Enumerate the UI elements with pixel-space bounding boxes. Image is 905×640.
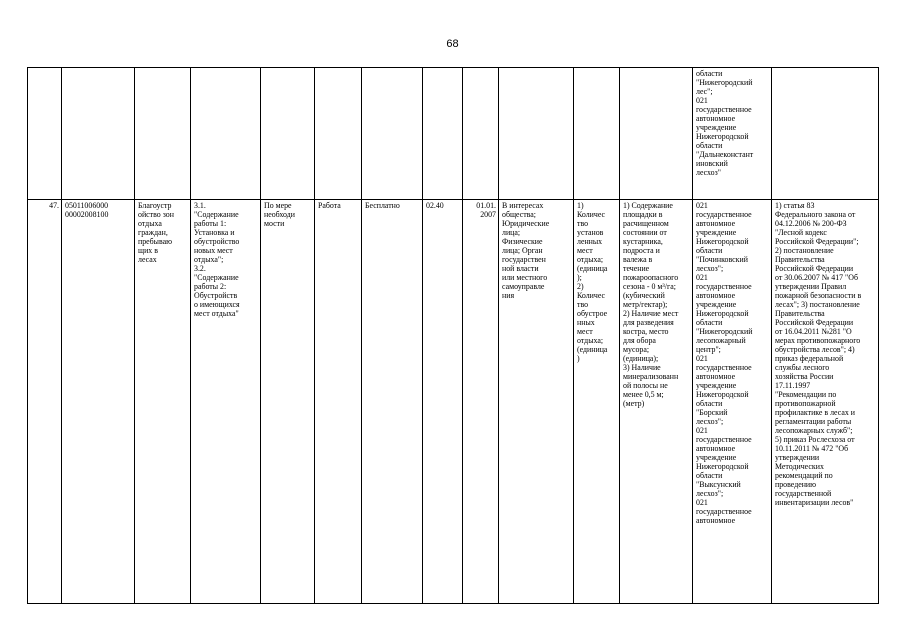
cell-empty [135,68,191,200]
cell-empty [191,68,261,200]
cell-empty [62,68,135,200]
registry-table [27,67,879,604]
cell-empty [362,68,423,200]
cell-empty [261,68,315,200]
okved-code: 02.40 [423,200,463,604]
cell-empty [463,68,499,200]
quality-indicators: 1) Содержание площадки в расчищенном состоянии от кустарника, подроста и валежа в течение пожароопасного сезона - 0 м³/га; (кубический метр/гектар); 2) Наличие мест для разведения костра, место для обора мусора; (единица); 3) Наличие минерализованн ой полосы не менее 0,5 м; (метр) [620,200,693,604]
providers-cell-continued: области "Нижегородский лес"; 021 государственное автономное учреждение Нижегородской области "Дальнеконстант иновский лесхоз" [693,68,772,200]
cell-empty [574,68,620,200]
table-row-continuation [28,68,879,200]
cell-empty [772,68,879,200]
consumers: В интересах общества; Юридические лица; Физические лица; Орган государствен ной власти или местного самоуправле ния [499,200,574,604]
legal-basis: 1) статья 83 Федерального закона от 04.12.2006 № 200-ФЗ "Лесной кодекс Российской Федерации"; 2) постановление Правительства Российской Федерации от 30.06.2007 № 417 "Об утверждении Правил пожарной безопасности в лесах"; 3) постановление Правительства Российской Федерации от 16.04.2011 №281 "О мерах противопожарного обустройства лесов"; 4) приказ федеральной службы лесного хозяйства России 17.11.1997 "Рекомендации по противопожарной профилактике в лесах и регламентации работы лесопожарных служб"; 5) приказ Рослесхоза от 10.11.2011 № 472 "Об утверждении Методических рекомендаций по проведению государственной инвентаризации лесов" [772,200,879,604]
cell-empty [28,68,62,200]
volume-indicators: 1) Количес тво установ ленных мест отдыха; (единица ); 2) Количес тво обустрое нных мест отдыха; (единица ) [574,200,620,604]
work-content: 3.1. "Содержание работы 1: Установка и обустройство новых мест отдыха"; 3.2. "Содержание работы 2: Обустройств о имеющихся мест отдыха" [191,200,261,604]
service-name: Благоустр ойство зон отдыха граждан, пребываю щих в лесах [135,200,191,604]
providers: 021 государственное автономное учреждение Нижегородской области "Починковский лесхоз"; 021 государственное автономное учреждение Нижегородской области "Нижегородский лесопожарный центр"; 021 государственное автономное учреждение Нижегородской области "Борский лесхоз"; 021 государственное автономное учреждение Нижегородской области "Выксунский лесхоз"; 021 государственное автономное [693,200,772,604]
payment-type: Бесплатно [362,200,423,604]
cell-empty [315,68,362,200]
table-row [28,200,879,604]
cell-empty [620,68,693,200]
service-type: Работа [315,200,362,604]
row-number: 47. [28,200,62,604]
start-date: 01.01. 2007 [463,200,499,604]
cell-empty [499,68,574,200]
cell-empty [423,68,463,200]
frequency: По мере необходи мости [261,200,315,604]
registry-code: 05011006000 00002008100 [62,200,135,604]
page-number: 68 [446,38,459,50]
